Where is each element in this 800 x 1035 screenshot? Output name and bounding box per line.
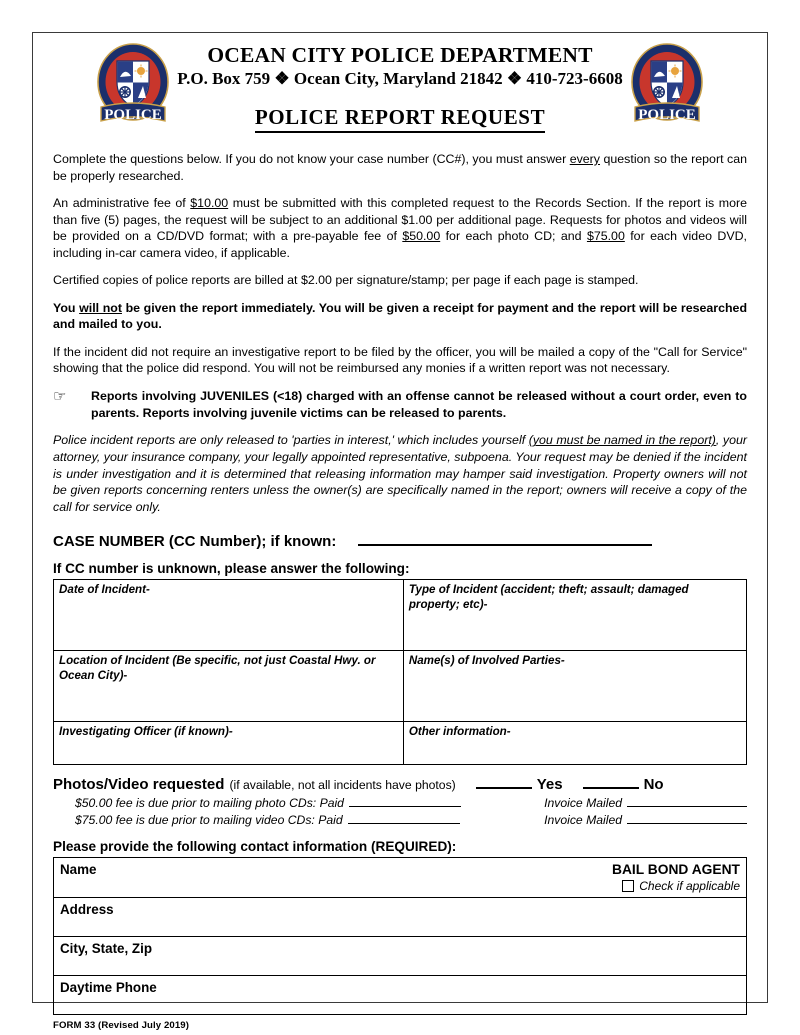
bail-bond-agent-block bbox=[612, 862, 740, 893]
photos-no-checkbox-blank[interactable] bbox=[583, 774, 639, 789]
contact-label-daytime-phone: Daytime Phone bbox=[60, 980, 157, 996]
juvenile-notice bbox=[53, 388, 747, 421]
cell-other-information[interactable] bbox=[403, 722, 746, 765]
paragraph-administrative-fee bbox=[53, 195, 747, 261]
table-row bbox=[54, 937, 747, 976]
fee-video-amount: $75.00 bbox=[586, 229, 625, 243]
photo-cd-fee-row bbox=[53, 794, 747, 810]
p4-emphasis-will-not: will not bbox=[79, 300, 122, 315]
paragraph-call-for-service: If the incident did not require an investigative report to be filed by the officer, you will be mailed a copy of the "Call for Service" showing that the police did respond. You will not be reimbursed any monies if a written report was not necessary. bbox=[53, 344, 747, 376]
paragraph-not-immediate bbox=[53, 300, 747, 333]
photos-video-title: Photos/Video requested bbox=[53, 776, 225, 794]
case-number-input[interactable] bbox=[358, 529, 652, 546]
p4-part-b: be given the report immediately. You will be given a receipt for payment and the report will be researched and mailed to you. bbox=[53, 300, 748, 332]
case-number-label: CASE NUMBER (CC Number); if known: bbox=[53, 533, 337, 551]
fee-photo-amount: $50.00 bbox=[402, 229, 441, 243]
table-row bbox=[54, 722, 747, 765]
form-footer: FORM 33 (Revised July 2019) bbox=[53, 1020, 190, 1032]
parties-emphasis-named: (you must be named in the report) bbox=[528, 433, 716, 448]
department-name: OCEAN CITY POLICE DEPARTMENT bbox=[207, 43, 593, 67]
cell-name[interactable] bbox=[54, 858, 747, 898]
contact-label-city-state-zip: City, State, Zip bbox=[60, 941, 153, 957]
document-header bbox=[53, 39, 747, 143]
video-cd-paid-input[interactable] bbox=[348, 811, 460, 824]
table-row bbox=[54, 858, 747, 898]
cell-label: Location of Incident (Be specific, not just Coastal Hwy. or Ocean City)- bbox=[59, 654, 376, 682]
photos-video-section bbox=[53, 774, 747, 827]
photos-video-note: (if available, not all incidents have photos) bbox=[229, 778, 456, 793]
table-row bbox=[54, 898, 747, 937]
contact-information-table bbox=[53, 857, 747, 1015]
incident-details-table bbox=[53, 579, 747, 765]
cell-label: Name(s) of Involved Parties- bbox=[408, 654, 565, 668]
video-cd-invoice-label: Invoice Mailed bbox=[544, 813, 622, 828]
p4-part-a: You bbox=[53, 300, 80, 315]
photos-yes-checkbox-blank[interactable] bbox=[476, 774, 532, 789]
cell-type-of-incident[interactable] bbox=[403, 580, 746, 651]
parties-part-a: Police incident reports are only released to 'parties in interest,' which includes yourself bbox=[53, 433, 529, 448]
p2-part-b: must be submitted with this completed request to the Records Section. If the report is more than five (5) pages, the request will be subject to an additional $1.00 per additional page. Requests for photos and videos will be provided on a CD/DVD format; with a pre-payable fee of bbox=[53, 196, 747, 243]
table-row bbox=[54, 651, 747, 722]
paragraph-complete-questions bbox=[53, 151, 747, 184]
cell-location-of-incident[interactable] bbox=[54, 651, 404, 722]
photo-cd-paid-input[interactable] bbox=[349, 794, 461, 807]
cell-investigating-officer[interactable] bbox=[54, 722, 404, 765]
p2-part-c: for each photo CD; and bbox=[440, 229, 587, 243]
page-title: POLICE REPORT REQUEST bbox=[255, 105, 545, 133]
table-row bbox=[54, 580, 747, 651]
contact-information-heading: Please provide the following contact information (REQUIRED): bbox=[53, 839, 457, 855]
photo-cd-invoice-input[interactable] bbox=[627, 794, 747, 807]
contact-label-name: Name bbox=[60, 862, 97, 878]
table-row bbox=[54, 976, 747, 1015]
p1-part-a: Complete the questions below. If you do not know your case number (CC#), you must answer bbox=[53, 152, 570, 166]
cell-label: Date of Incident- bbox=[59, 583, 150, 597]
contact-label-address: Address bbox=[60, 902, 114, 918]
paragraph-certified-copies: Certified copies of police reports are billed at $2.00 per signature/stamp; per page if each page is stamped. bbox=[53, 273, 639, 287]
badge-banner-label: POLICE bbox=[638, 107, 696, 123]
police-badge-seal-right bbox=[629, 41, 705, 137]
department-address: P.O. Box 759 ❖ Ocean City, Maryland 21842 ❖ 410-723-6608 bbox=[177, 68, 623, 88]
video-cd-fee-row bbox=[53, 811, 747, 827]
bail-bond-agent-title: BAIL BOND AGENT bbox=[611, 862, 740, 878]
parties-part-b: , your attorney, your insurance company, your legally appointed representative, subpoena. Your request may be denied if the incident is under investigation and it is determined that releasing information may hamper said investigation. Property owners will not be given reports concerning renters unless the owner(s) are specifically named in the report; owners will receive a copy of the call for service only. bbox=[53, 433, 747, 514]
cell-daytime-phone[interactable] bbox=[54, 976, 747, 1015]
juvenile-notice-text: Reports involving JUVENILES (<18) charged with an offense cannot be released without a court order, even to parents. Reports involving juvenile victims can be released to parents. bbox=[91, 388, 747, 420]
cell-label: Other information- bbox=[408, 725, 511, 739]
cell-label: Investigating Officer (if known)- bbox=[59, 725, 233, 739]
p2-part-a: An administrative fee of bbox=[53, 196, 191, 210]
p2-part-d: for each video DVD, including in-car camera video, if applicable. bbox=[53, 229, 747, 260]
cc-unknown-prompt: If CC number is unknown, please answer the following: bbox=[53, 561, 410, 577]
photos-no-label: No bbox=[643, 776, 664, 794]
cell-address[interactable] bbox=[54, 898, 747, 937]
badge-banner-label: POLICE bbox=[104, 107, 162, 123]
photo-cd-invoice-label: Invoice Mailed bbox=[544, 796, 622, 811]
bail-bond-agent-checkbox[interactable] bbox=[622, 880, 634, 892]
photos-yes-label: Yes bbox=[536, 776, 563, 794]
police-badge-seal-left bbox=[95, 41, 171, 137]
case-number-row bbox=[53, 529, 747, 550]
paragraph-parties-in-interest bbox=[53, 432, 747, 515]
video-cd-invoice-input[interactable] bbox=[627, 811, 747, 824]
bail-bond-agent-check-row[interactable] bbox=[612, 879, 740, 893]
cell-involved-parties[interactable] bbox=[403, 651, 746, 722]
cell-city-state-zip[interactable] bbox=[54, 937, 747, 976]
pointing-hand-icon: ☞ bbox=[53, 387, 67, 405]
bail-bond-agent-check-label: Check if applicable bbox=[639, 879, 740, 894]
fee-admin-amount: $10.00 bbox=[190, 196, 229, 210]
photo-cd-fee-text: $50.00 fee is due prior to mailing photo CDs: Paid bbox=[75, 796, 344, 811]
p1-emphasis-every: every bbox=[569, 152, 601, 166]
cell-date-of-incident[interactable] bbox=[54, 580, 404, 651]
document-page bbox=[32, 32, 768, 1032]
video-cd-fee-text: $75.00 fee is due prior to mailing video CDs: Paid bbox=[75, 813, 343, 828]
photos-video-request-row bbox=[53, 774, 747, 793]
cell-label: Type of Incident (accident; theft; assault; damaged property; etc)- bbox=[408, 583, 689, 611]
p1-part-b: question so the report can be properly researched. bbox=[53, 152, 747, 183]
